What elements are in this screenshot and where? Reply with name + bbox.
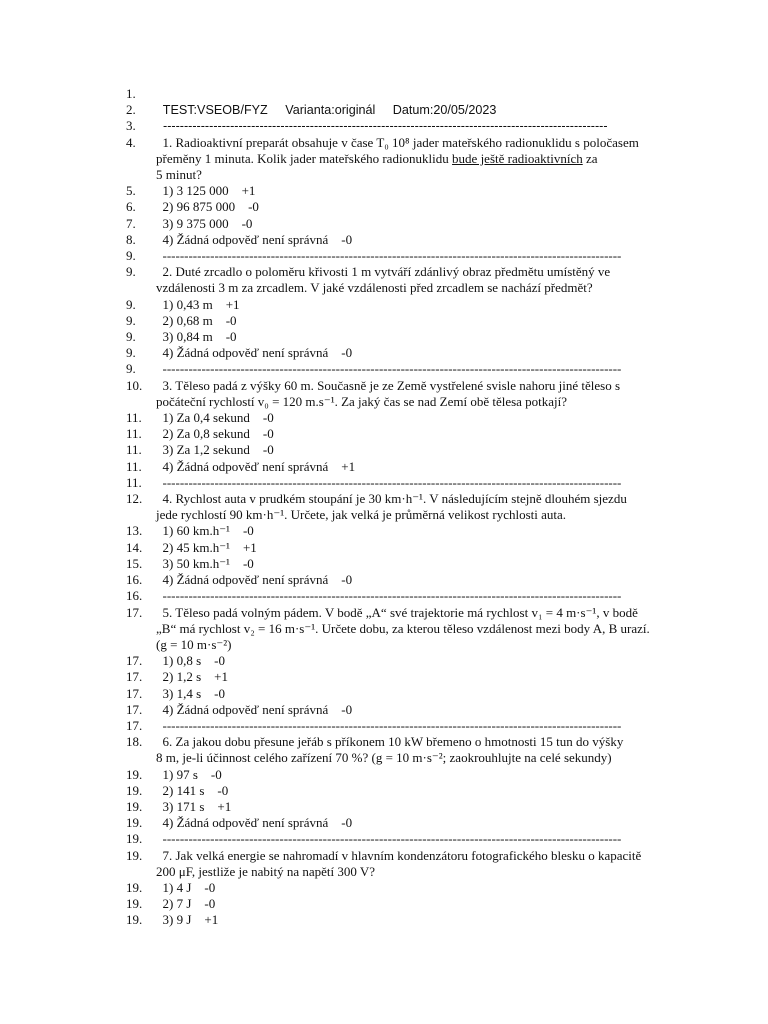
line-text: 200 μF, jestliže je nabitý na napětí 300 V? — [156, 863, 376, 879]
line-text: 3) 9 375 000 -0 — [156, 215, 253, 231]
line-number: 11. — [126, 410, 142, 426]
line-number: 6. — [126, 199, 136, 215]
line-text: 1) Za 0,4 sekund -0 — [156, 410, 274, 426]
document-line — [0, 183, 768, 199]
document-line — [0, 831, 768, 847]
document-line — [0, 588, 768, 604]
line-text: 6. Za jakou dobu přesune jeřáb s příkonem 10 kW břemeno o hmotnosti 15 tun do výšky — [156, 734, 624, 750]
line-number: 1. — [126, 86, 136, 101]
document-line — [0, 135, 768, 151]
line-number: 10. — [126, 377, 143, 393]
document-line — [0, 799, 768, 815]
document-line — [0, 864, 768, 880]
line-text: 2) 1,2 s +1 — [156, 669, 228, 685]
line-number: 11. — [126, 458, 142, 474]
line-number: 9. — [126, 345, 136, 361]
line-number: 19. — [126, 847, 143, 863]
line-text: 3) 171 s +1 — [156, 798, 232, 814]
document-line — [0, 572, 768, 588]
line-number: 16. — [126, 572, 143, 588]
document-line — [0, 491, 768, 507]
line-text: 2) 0,68 m -0 — [156, 312, 237, 328]
document-line — [0, 313, 768, 329]
line-number: 19. — [126, 782, 143, 798]
line-number: 3. — [126, 118, 136, 134]
line-text: 5. Těleso padá volným pádem. V bodě „A“ své trajektorie má rychlost v₁ = 4 m·s⁻¹, v bodě — [156, 604, 638, 620]
document-line — [0, 102, 768, 118]
document-line — [0, 232, 768, 248]
line-number: 16. — [126, 588, 143, 604]
line-text: „B“ má rychlost v₂ = 16 m·s⁻¹. Určete dobu, za kterou těleso vzdálenost mezi body A, B urazí. — [156, 620, 650, 636]
line-number: 19. — [126, 831, 143, 847]
line-text: 1. Radioaktivní preparát obsahuje v čase T₀ 10⁸ jader mateřského radionuklidu s poločasem — [156, 134, 639, 150]
line-text: 4) Žádná odpověď není správná -0 — [156, 231, 353, 247]
line-text: (g = 10 m·s⁻²) — [156, 636, 232, 652]
line-text: ---------------------------------------------------------------------------------------------------------- — [156, 831, 622, 847]
document-line — [0, 767, 768, 783]
line-number: 19. — [126, 879, 143, 895]
document-line — [0, 540, 768, 556]
document-line — [0, 653, 768, 669]
line-text: ---------------------------------------------------------------------------------------------------------- — [156, 717, 622, 733]
document-line — [0, 167, 768, 183]
line-text: 1) 4 J -0 — [156, 879, 216, 895]
document-line — [0, 361, 768, 377]
document-line — [0, 248, 768, 264]
document-line — [0, 297, 768, 313]
line-text: 4) Žádná odpověď není správná -0 — [156, 815, 353, 831]
line-number: 19. — [126, 912, 143, 928]
line-text: TEST:VSEOB/FYZ Varianta:originál Datum:20/05/2023 — [156, 103, 497, 118]
document-line — [0, 459, 768, 475]
line-text: 3. Těleso padá z výšky 60 m. Současně je ze Země vystřelené svisle nahoru jiné těleso s — [156, 377, 621, 393]
line-text: 4) Žádná odpověď není správná -0 — [156, 345, 353, 361]
line-text: ---------------------------------------------------------------------------------------------------------- — [156, 119, 608, 134]
line-text: ---------------------------------------------------------------------------------------------------------- — [156, 588, 622, 604]
line-text: přeměny 1 minuta. Kolik jader mateřského radionuklidu bude ještě radioaktivních za — [156, 150, 598, 166]
document-line — [0, 264, 768, 280]
line-text: 3) Za 1,2 sekund -0 — [156, 442, 274, 458]
document-line — [0, 410, 768, 426]
line-number: 19. — [126, 766, 143, 782]
line-text: vzdálenosti 3 m za zrcadlem. V jaké vzdálenosti před zrcadlem se nachází předmět? — [156, 280, 593, 296]
line-text: jede rychlostí 90 km·h⁻¹. Určete, jak velká je průměrná velikost rychlosti auta. — [156, 507, 567, 523]
line-text: počáteční rychlostí v₀ = 120 m.s⁻¹. Za jaký čas se nad Zemí obě tělesa potkají? — [156, 393, 568, 409]
line-number: 18. — [126, 734, 143, 750]
line-text: 3) 9 J +1 — [156, 912, 219, 928]
document-line — [0, 750, 768, 766]
document-line — [0, 686, 768, 702]
line-number: 11. — [126, 474, 142, 490]
line-number: 19. — [126, 896, 143, 912]
line-number: 11. — [126, 442, 142, 458]
line-text: 2) 96 875 000 -0 — [156, 199, 259, 215]
line-text: 8 m, je-li účinnost celého zařízení 70 %? (g = 10 m·s⁻²; zaokrouhlujte na celé sekundy) — [156, 750, 612, 766]
line-text: 1) 0,8 s -0 — [156, 653, 225, 669]
line-number: 9. — [126, 361, 136, 377]
line-text: 2) 45 km.h⁻¹ +1 — [156, 539, 257, 555]
document-line — [0, 523, 768, 539]
line-text: 4) Žádná odpověď není správná -0 — [156, 701, 353, 717]
line-number: 13. — [126, 523, 143, 539]
document-line — [0, 426, 768, 442]
document-line — [0, 621, 768, 637]
document-line — [0, 637, 768, 653]
document-line — [0, 378, 768, 394]
line-text: 1) 60 km.h⁻¹ -0 — [156, 523, 254, 539]
line-number: 11. — [126, 426, 142, 442]
document-line — [0, 734, 768, 750]
line-text: ---------------------------------------------------------------------------------------------------------- — [156, 361, 622, 377]
document-line — [0, 556, 768, 572]
line-text: 4. Rychlost auta v prudkém stoupání je 30 km·h⁻¹. V následujícím stejně dlouhém sjezdu — [156, 491, 627, 507]
line-number: 12. — [126, 491, 143, 507]
line-number: 17. — [126, 717, 143, 733]
document-line — [0, 702, 768, 718]
line-text: ---------------------------------------------------------------------------------------------------------- — [156, 474, 622, 490]
line-number: 17. — [126, 685, 143, 701]
document-line — [0, 475, 768, 491]
document-line — [0, 718, 768, 734]
underlined-text: bude ještě radioaktivních — [452, 150, 583, 166]
line-number: 17. — [126, 653, 143, 669]
line-text: 2) Za 0,8 sekund -0 — [156, 426, 274, 442]
line-number: 9. — [126, 312, 136, 328]
line-text: 2) 141 s -0 — [156, 782, 229, 798]
line-text: 2) 7 J -0 — [156, 896, 216, 912]
line-number: 17. — [126, 604, 143, 620]
document-line — [0, 783, 768, 799]
line-text: 3) 1,4 s -0 — [156, 685, 225, 701]
test-document — [0, 86, 768, 929]
document-line — [0, 669, 768, 685]
line-text: 5 minut? — [156, 167, 202, 183]
line-number: 17. — [126, 669, 143, 685]
document-line — [0, 912, 768, 928]
document-line — [0, 329, 768, 345]
line-number: 7. — [126, 215, 136, 231]
line-number: 8. — [126, 231, 136, 247]
document-line — [0, 896, 768, 912]
line-number: 15. — [126, 555, 143, 571]
document-line — [0, 507, 768, 523]
document-line — [0, 345, 768, 361]
line-number: 17. — [126, 701, 143, 717]
line-text: 4) Žádná odpověď není správná +1 — [156, 458, 356, 474]
document-line — [0, 815, 768, 831]
document-line — [0, 199, 768, 215]
line-number: 4. — [126, 134, 136, 150]
line-text: 3) 50 km.h⁻¹ -0 — [156, 555, 254, 571]
document-line — [0, 880, 768, 896]
document-line — [0, 442, 768, 458]
line-number: 19. — [126, 798, 143, 814]
document-line — [0, 280, 768, 296]
line-text: 3) 0,84 m -0 — [156, 329, 237, 345]
document-line — [0, 86, 768, 102]
line-number: 9. — [126, 329, 136, 345]
line-number: 5. — [126, 183, 136, 199]
line-text: 4) Žádná odpověď není správná -0 — [156, 572, 353, 588]
line-text: 7. Jak velká energie se nahromadí v hlavním kondenzátoru fotografického blesku o kapacitě — [156, 847, 642, 863]
line-number: 9. — [126, 296, 136, 312]
line-number: 9. — [126, 248, 136, 264]
line-number: 9. — [126, 264, 136, 280]
document-line — [0, 848, 768, 864]
document-line — [0, 216, 768, 232]
line-text: 1) 0,43 m +1 — [156, 296, 240, 312]
document-line — [0, 118, 768, 134]
line-number: 19. — [126, 815, 143, 831]
line-number: 14. — [126, 539, 143, 555]
line-text: 2. Duté zrcadlo o poloměru křivosti 1 m vytváří zdánlivý obraz předmětu umístěný ve — [156, 264, 611, 280]
document-line — [0, 394, 768, 410]
line-text: ---------------------------------------------------------------------------------------------------------- — [156, 248, 622, 264]
line-number: 2. — [126, 102, 136, 118]
document-line — [0, 151, 768, 167]
document-line — [0, 605, 768, 621]
line-text: 1) 97 s -0 — [156, 766, 222, 782]
line-text: 1) 3 125 000 +1 — [156, 183, 256, 199]
